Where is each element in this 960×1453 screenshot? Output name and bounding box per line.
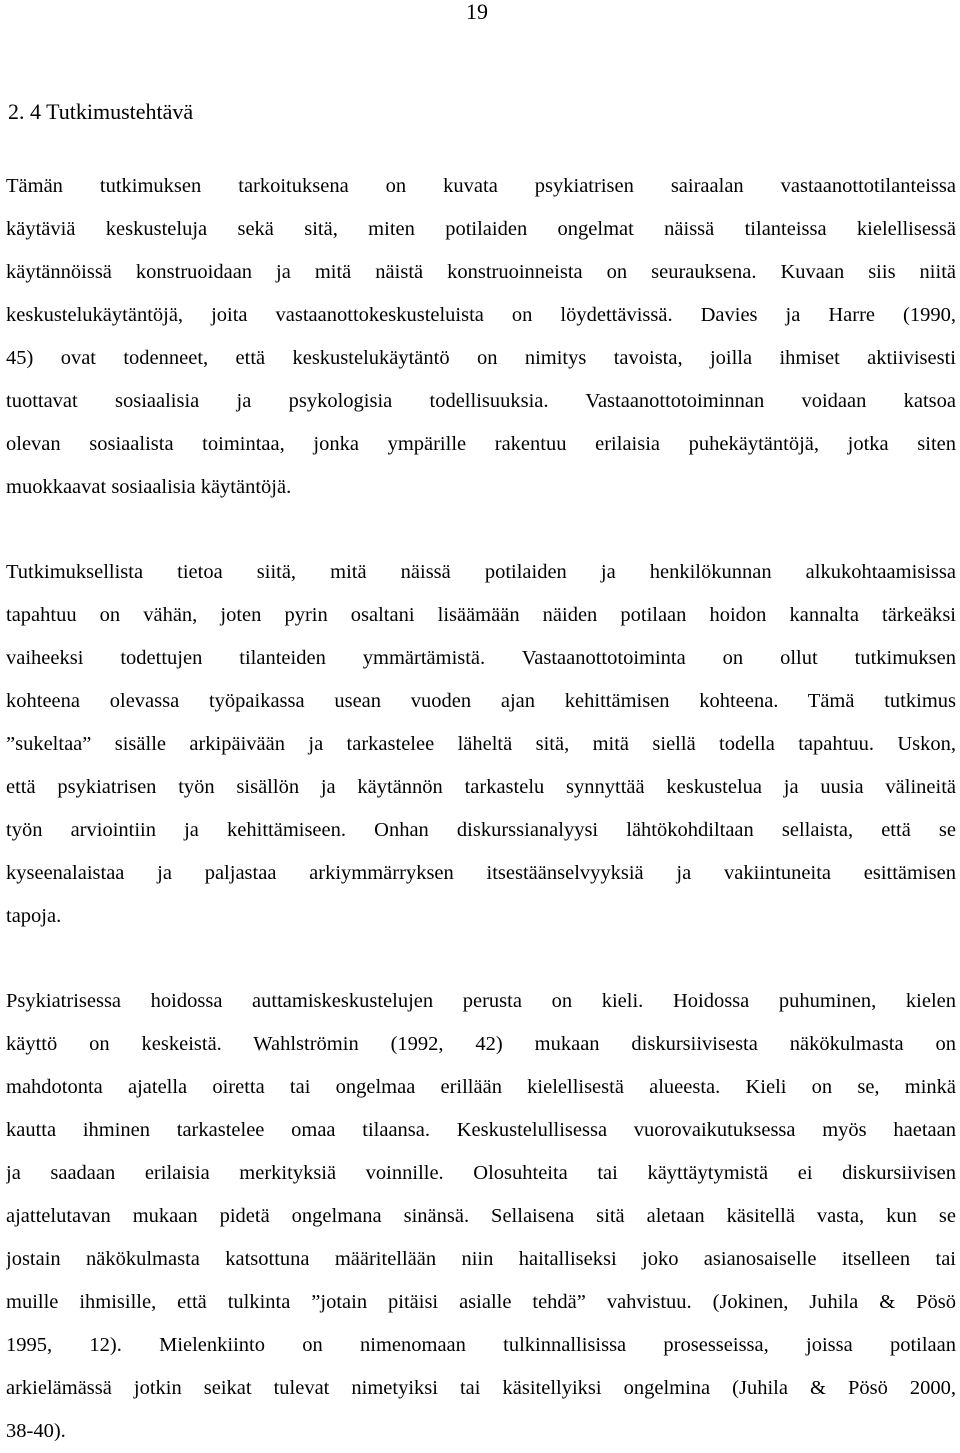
text-line: vaiheeksi todettujen tilanteiden ymmärtämistä. Vastaanottotoiminta on ollut tutkimuksen (6, 647, 956, 669)
text-line: mahdotonta ajatella oiretta tai ongelmaa erillään kielellisestä alueesta. Kieli on se, minkä (6, 1076, 956, 1098)
text-line: muokkaavat sosiaalisia käytäntöjä. (6, 476, 292, 498)
text-line: ”sukeltaa” sisälle arkipäivään ja tarkastelee läheltä sitä, mitä siellä todella tapahtuu. Uskon, (6, 733, 956, 755)
paragraph-3 (6, 980, 956, 1453)
text-line: käyttö on keskeistä. Wahlströmin (1992, 42) mukaan diskursiivisesta näkökulmasta on (6, 1033, 956, 1055)
page-number: 19 (466, 0, 488, 24)
text-line: työn arviointiin ja kehittämiseen. Onhan diskurssianalyysi lähtökohdiltaan sellaista, että se (6, 819, 956, 841)
text-line: tuottavat sosiaalisia ja psykologisia todellisuuksia. Vastaanottotoiminnan voidaan katsoa (6, 390, 956, 412)
text-line: 38-40). (6, 1420, 66, 1442)
paragraph-1 (6, 165, 956, 509)
text-line: 45) ovat todenneet, että keskustelukäytäntö on nimitys tavoista, joilla ihmiset aktiivisesti (6, 347, 956, 369)
section-heading: 2. 4 Tutkimustehtävä (8, 99, 194, 124)
text-line: tapahtuu on vähän, joten pyrin osaltani lisäämään näiden potilaan hoidon kannalta tärkeäksi (6, 604, 956, 626)
text-line: että psykiatrisen työn sisällön ja käytännön tarkastelu synnyttää keskustelua ja uusia välineitä (6, 776, 956, 798)
text-line: kohteena olevassa työpaikassa usean vuoden ajan kehittämisen kohteena. Tämä tutkimus (6, 690, 956, 712)
text-line: ajattelutavan mukaan pidetä ongelmana sinänsä. Sellaisena sitä aletaan käsitellä vasta, kun se (6, 1205, 956, 1227)
text-line: käytäviä keskusteluja sekä sitä, miten potilaiden ongelmat näissä tilanteissa kielellisessä (6, 218, 956, 240)
text-line: muille ihmisille, että tulkinta ”jotain pitäisi asialle tehdä” vahvistuu. (Jokinen, Juhila & Pösö (6, 1291, 956, 1313)
text-line: Psykiatrisessa hoidossa auttamiskeskustelujen perusta on kieli. Hoidossa puhuminen, kielen (6, 990, 956, 1012)
text-line: tapoja. (6, 905, 62, 927)
text-line: olevan sosiaalista toimintaa, jonka ympärille rakentuu erilaisia puhekäytäntöjä, jotka siten (6, 433, 956, 455)
text-line: käytännöissä konstruoidaan ja mitä näistä konstruoinneista on seurauksena. Kuvaan siis niitä (6, 261, 956, 283)
text-line: ja saadaan erilaisia merkityksiä voinnille. Olosuhteita tai käyttäytymistä ei diskursiivisen (6, 1162, 956, 1184)
text-line: jostain näkökulmasta katsottuna määritellään niin haitalliseksi joko asianosaiselle itselleen tai (6, 1248, 956, 1270)
paragraph-2 (6, 551, 956, 938)
text-line: Tämän tutkimuksen tarkoituksena on kuvata psykiatrisen sairaalan vastaanottotilanteissa (6, 175, 956, 197)
text-line: kyseenalaistaa ja paljastaa arkiymmärryksen itsestäänselvyyksiä ja vakiintuneita esittämisen (6, 862, 956, 884)
text-line: 1995, 12). Mielenkiinto on nimenomaan tulkinnallisissa prosesseissa, joissa potilaan (6, 1334, 956, 1356)
text-line: keskustelukäytäntöjä, joita vastaanottokeskusteluista on löydettävissä. Davies ja Harre (1990, (6, 304, 956, 326)
text-line: Tutkimuksellista tietoa siitä, mitä näissä potilaiden ja henkilökunnan alkukohtaamisissa (6, 561, 956, 583)
text-line: arkielämässä jotkin seikat tulevat nimetyiksi tai käsitellyiksi ongelmina (Juhila & Pösö 2000, (6, 1377, 956, 1399)
text-line: kautta ihminen tarkastelee omaa tilaansa. Keskustelullisessa vuorovaikutuksessa myös haetaan (6, 1119, 956, 1141)
